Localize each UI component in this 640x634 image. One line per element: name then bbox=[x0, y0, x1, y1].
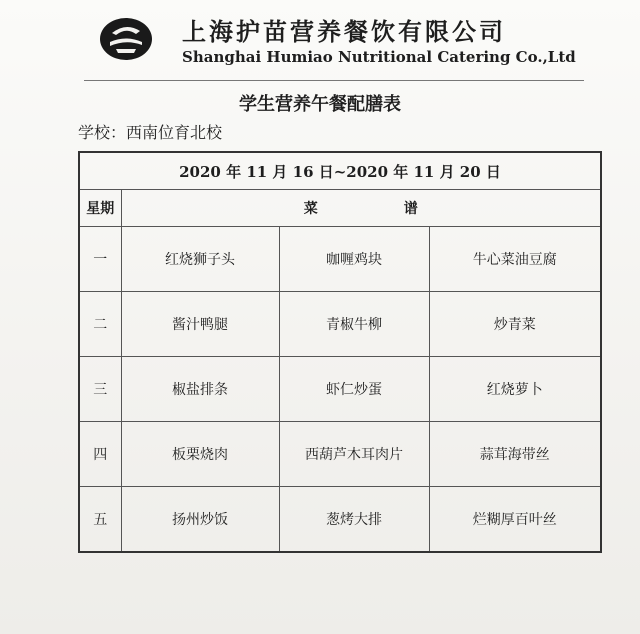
dish-cell: 板栗烧肉 bbox=[121, 422, 279, 487]
dish-cell: 西葫芦木耳肉片 bbox=[279, 422, 429, 487]
dish-cell: 咖喱鸡块 bbox=[279, 227, 429, 292]
day-cell: 二 bbox=[79, 292, 121, 357]
dish-cell: 蒜茸海带丝 bbox=[429, 422, 601, 487]
dish-cell: 酱汁鸭腿 bbox=[121, 292, 279, 357]
table-row bbox=[79, 487, 601, 553]
dish-cell: 青椒牛柳 bbox=[279, 292, 429, 357]
dish-cell: 葱烤大排 bbox=[279, 487, 429, 553]
document-title: 学生营养午餐配膳表 bbox=[239, 94, 401, 115]
dish-cell: 烂糊厚百叶丝 bbox=[429, 487, 601, 553]
day-cell: 四 bbox=[79, 422, 121, 487]
dish-cell: 椒盐排条 bbox=[121, 357, 279, 422]
table-header-row bbox=[79, 190, 601, 227]
table-row bbox=[79, 422, 601, 487]
dish-cell: 扬州炒饭 bbox=[121, 487, 279, 553]
dish-cell: 红烧萝卜 bbox=[429, 357, 601, 422]
table-row bbox=[79, 227, 601, 292]
table-row bbox=[79, 292, 601, 357]
date-range: 2020 年 11 月 16 日~2020 年 11 月 20 日 bbox=[79, 152, 601, 190]
header-divider bbox=[84, 80, 584, 81]
dish-cell: 红烧狮子头 bbox=[121, 227, 279, 292]
date-range-row bbox=[79, 152, 601, 190]
company-name-english: Shanghai Humiao Nutritional Catering Co.,Ltd bbox=[182, 48, 576, 66]
lunch-menu-table bbox=[78, 151, 602, 553]
dish-cell: 炒青菜 bbox=[429, 292, 601, 357]
company-logo-icon bbox=[98, 16, 154, 62]
day-column-header: 星期 bbox=[79, 190, 121, 227]
day-cell: 五 bbox=[79, 487, 121, 553]
dish-cell: 虾仁炒蛋 bbox=[279, 357, 429, 422]
menu-column-header: 菜谱 bbox=[121, 190, 601, 227]
dish-cell: 牛心菜油豆腐 bbox=[429, 227, 601, 292]
school-label: 学校：西南位育北校 bbox=[78, 123, 223, 142]
day-cell: 一 bbox=[79, 227, 121, 292]
day-cell: 三 bbox=[79, 357, 121, 422]
table-row bbox=[79, 357, 601, 422]
company-name-chinese: 上海护苗营养餐饮有限公司 bbox=[182, 17, 506, 46]
